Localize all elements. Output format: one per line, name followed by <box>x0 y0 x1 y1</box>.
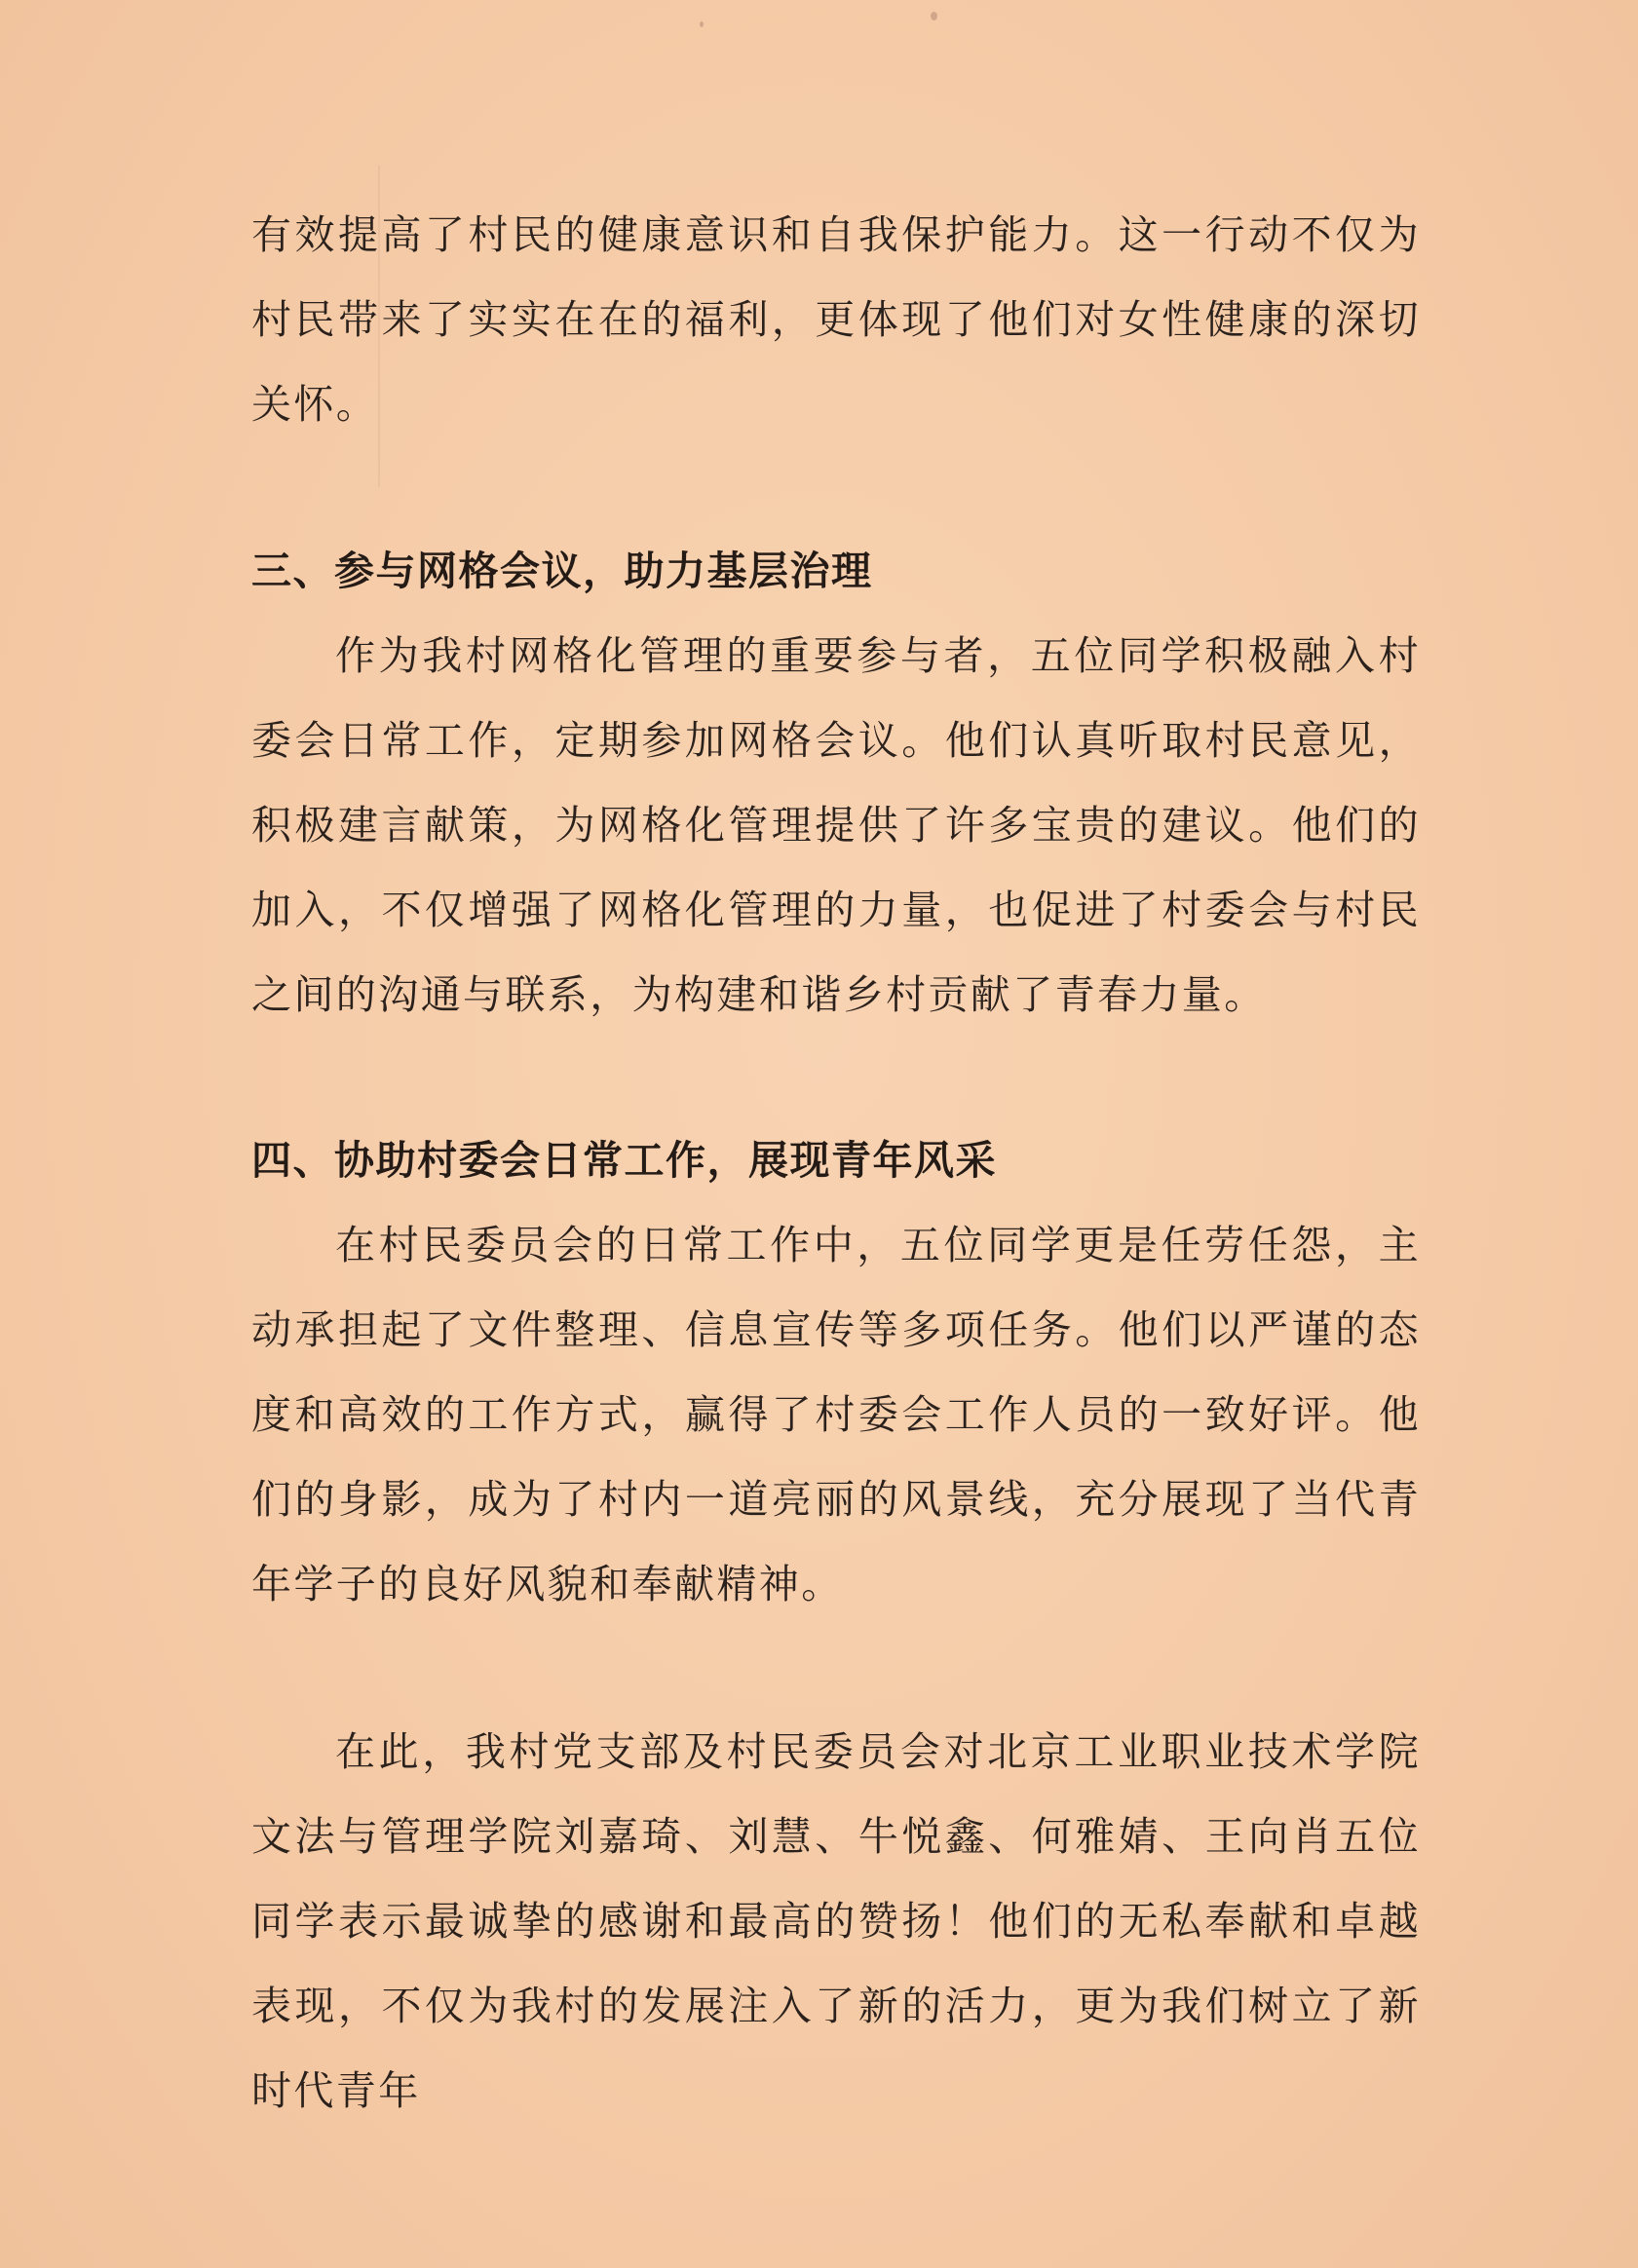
section-4-body: 在村民委员会的日常工作中，五位同学更是任劳任怨，主动承担起了文件整理、信息宣传等多项任务。他们以严谨的态度和高效的工作方式，赢得了村委会工作人员的一致好评。他们的身影，成为了村内一道亮丽的风景线，充分展现了当代青年学子的良好风貌和奉献精神。 <box>251 1222 1421 1607</box>
section-3 <box>251 529 1421 1038</box>
section-3-heading: 三、参与网格会议，助力基层治理 <box>251 548 873 594</box>
closing-block <box>251 1710 1421 2134</box>
intro-paragraph: 有效提高了村民的健康意识和自我保护能力。这一行动不仅为村民带来了实实在在的福利，更体现了他们对女性健康的深切关怀。 <box>251 211 1421 428</box>
paper-speck <box>700 21 704 27</box>
intro-block <box>251 193 1421 447</box>
section-3-body: 作为我村网格化管理的重要参与者，五位同学积极融入村委会日常工作，定期参加网格会议。他们认真听取村民意见，积极建言献策，为网格化管理提供了许多宝贵的建议。他们的加入，不仅增强了网格化管理的力量，也促进了村委会与村民之间的沟通与联系，为构建和谐乡村贡献了青春力量。 <box>251 632 1421 1018</box>
paper-speck <box>931 12 937 20</box>
closing-paragraph: 在此，我村党支部及村民委员会对北京工业职业技术学院文法与管理学院刘嘉琦、刘慧、牛悦鑫、何雅婧、王向肖五位同学表示最诚挚的感谢和最高的赞扬！他们的无私奉献和卓越表现，不仅为我村的发展注入了新的活力，更为我们树立了新时代青年 <box>251 1728 1421 2114</box>
section-4 <box>251 1118 1421 1627</box>
section-4-heading: 四、协助村委会日常工作，展现青年风采 <box>251 1137 997 1184</box>
